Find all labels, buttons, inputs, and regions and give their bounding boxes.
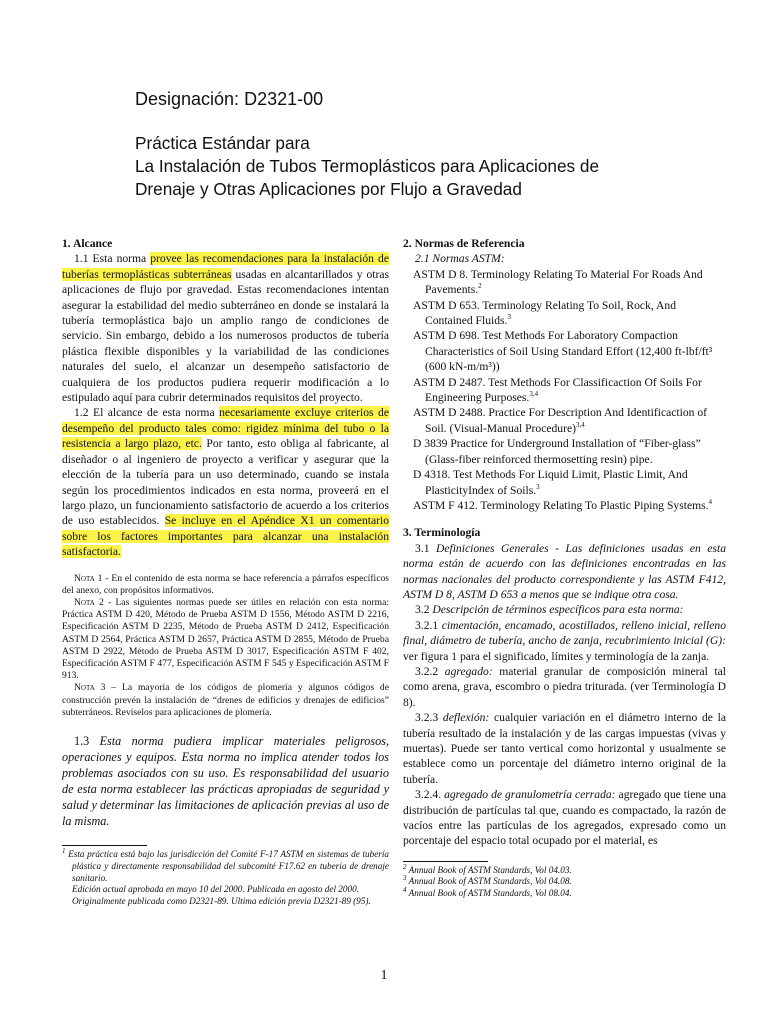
reference-item bbox=[403, 405, 726, 436]
note-label: Nota bbox=[74, 572, 95, 584]
sup: 3,4 bbox=[529, 390, 539, 399]
reference-item bbox=[403, 498, 726, 513]
text: D 3839 Practice for Underground Installation of “Fiber-glass” (Glass-fiber reinforced thermosetting resin) pipe. bbox=[413, 437, 701, 466]
subsection-2-1: 2.1 Normas ASTM: bbox=[415, 252, 505, 266]
paragraph-1-3 bbox=[62, 733, 389, 829]
num: 3.2.4. bbox=[415, 788, 445, 802]
right-column bbox=[403, 236, 726, 900]
section-1-title: 1. Alcance bbox=[62, 237, 113, 250]
note-label: Nota bbox=[74, 596, 95, 608]
reference-item bbox=[403, 298, 726, 329]
paragraph-1-1 bbox=[62, 251, 389, 405]
footnote-mark: 4 bbox=[403, 885, 407, 894]
footnote-rule bbox=[62, 845, 147, 846]
text: D 4318. Test Methods For Liquid Limit, Plastic Limit, And PlasticityIndex of Soils. bbox=[413, 468, 688, 497]
text: Annual Book of ASTM Standards, Vol 04.08. bbox=[406, 876, 572, 887]
title-line-2: La Instalación de Tubos Termoplásticos para Aplicaciones de bbox=[135, 156, 600, 176]
footnote-3 bbox=[403, 876, 726, 888]
title-line-1: Práctica Estándar para bbox=[135, 133, 310, 153]
num: 3.2.3 bbox=[415, 711, 443, 725]
paragraph-3-1 bbox=[403, 541, 726, 603]
text: cualquier variación en el diámetro interno de la tubería resultado de la instalación y de las cargas impuestas (vivas y muertas). Puede ser tanto vertical como horizontal y usualmente se establece como un porcentaje del diámetro interno original de la tubería. bbox=[403, 711, 726, 786]
reference-list bbox=[403, 267, 726, 514]
highlight: necesariamente excluye criterios de desempeño del producto tales como: rigidez mínima del tubo o la resistencia a largo plazo, etc. bbox=[62, 406, 389, 451]
sup: 3 bbox=[507, 313, 511, 322]
note-3 bbox=[62, 682, 389, 719]
num: 3.2 bbox=[415, 603, 433, 617]
text: ASTM D 2488. Practice For Description And Identificaction of Soil. (Visual-Manual Procedure) bbox=[413, 406, 707, 435]
text: Esta práctica está bajo las jurisdicción del Comité F-17 ASTM en sistemas de tubería plástica y directamente responsabilidad del subcomité F17.62 en tubería de drenaje sanitario. bbox=[65, 848, 389, 883]
text: ASTM F 412. Terminology Relating To Plastic Piping Systems. bbox=[413, 498, 709, 512]
footnote-1 bbox=[62, 846, 389, 908]
footnote-4 bbox=[403, 885, 726, 900]
num: 1.3 bbox=[74, 733, 100, 748]
text: ASTM D 2487. Test Methods For Classificaction Of Soils For Engineering Purposes. bbox=[413, 375, 702, 405]
sup: 3 bbox=[536, 482, 540, 491]
text: 1.1 Esta norma bbox=[74, 252, 151, 266]
text: ASTM D 8. Terminology Relating To Material For Roads And Pavements. bbox=[413, 267, 703, 297]
num: 3.1 bbox=[415, 541, 436, 555]
title-line-3: Drenaje y Otras Aplicaciones por Flujo a Gravedad bbox=[135, 179, 522, 199]
paragraph-3-2-3 bbox=[403, 710, 726, 787]
footnote-1-origin: Originalmente publicada como D2321-89. Ultima edición previa D2321-89 (95). bbox=[72, 896, 371, 907]
reference-item bbox=[403, 375, 726, 406]
section-3-title: 3. Terminología bbox=[403, 526, 481, 540]
num: 3.2.2 bbox=[415, 664, 445, 678]
reference-item bbox=[403, 436, 726, 467]
footnote-mark: 2 bbox=[403, 862, 407, 871]
text: ASTM D 653. Terminology Relating To Soil, Rock, And Contained Fluids. bbox=[413, 298, 676, 328]
paragraph-3-2-2 bbox=[403, 664, 726, 710]
text: Esta norma pudiera implicar materiales peligrosos, operaciones y equipos. Esta norma no implica atender todos los problemas asociados con su uso. Es responsabilidad del usuario de esta norma establecer las prácticas apropiadas de seguridad y salud y determinar las limitaciones de aplicación previas al uso de la misma. bbox=[62, 733, 389, 828]
highlight: Se incluye en el Apéndice X1 un comentario sobre los factores importantes para alcanzar una instalación satisfactoria. bbox=[62, 514, 390, 559]
note-label: Nota bbox=[74, 682, 95, 694]
reference-item bbox=[403, 467, 726, 498]
note-2 bbox=[62, 597, 389, 682]
page-number: 1 bbox=[380, 968, 388, 983]
text: Annual Book of ASTM Standards, Vol 04.03. bbox=[406, 864, 572, 875]
num: 3.2.1 bbox=[415, 618, 442, 632]
highlight: provee las recomendaciones para la instalación de tuberías termoplásticas subterráneas bbox=[62, 252, 389, 281]
term: agregado de granulometría cerrada: bbox=[444, 788, 616, 802]
footnote-rule bbox=[403, 861, 488, 862]
text: Por tanto, esto obliga al fabricante, al diseñador o al ingeniero de proyecto a verificar y asegurar que la elección de la tubería para un uso determinado, cuando se instala según los procedimientos indicados en esta norma, proveerá en el largo plazo, un funcionamiento satisfactorio de acuerdo a los criterios de uso establecidos. bbox=[62, 437, 389, 528]
paragraph-3-2-4 bbox=[403, 787, 726, 849]
note-text: 2 - Las siguientes normas puede ser útiles en relación con esta norma: Práctica ASTM D 420, Método de Prueba ASTM D 1556, Método ASTM D 2216, Especificación ASTM D 2235, Método de Prueba ASTM D 2412, Especificación ASTM D 2564, Práctica ASTM D 2657, Práctica ASTM D 2855, Método de Prueba ASTM D 2922, Método de Prueba ASTM D 3017, Especificación ASTM F 402, Especificación ASTM F 477, Especificación ASTM F 545 y Especificación ASTM F 913. bbox=[62, 596, 389, 682]
sup: 2 bbox=[478, 282, 482, 291]
footnote-mark: 3 bbox=[403, 874, 407, 883]
text: ver figura 1 para el significado, límites y terminología de la zanja. bbox=[403, 649, 710, 663]
note-text: 3 – La mayoría de los códigos de plomería y algunos códigos de construcción prevén la instalación de “drenes de edificios y drenajes de edificios” subterráneos. Revíselos para aplicaciones de plomería. bbox=[62, 682, 389, 718]
text: usadas en alcantarillados y otras aplicaciones de flujo por gravedad. Estas recomendaciones intentan asegurar la estabilidad del medio subterráneo en donde se instalará la tubería termoplástica bajo un amplio rango de condiciones de servicio. Sin embargo, debido a los numerosos productos de tubería plástica flexible disponibles y la variabilidad de las condiciones naturales del suelo, el alcanzar un desempeño satisfactorio de cualquiera de los productos pudiera requerir modificación a lo estipulado aquí para cubrir determinados requisitos del proyecto. bbox=[62, 267, 389, 405]
sup: 3,4 bbox=[575, 421, 585, 430]
spacer bbox=[403, 513, 726, 525]
term: deflexión: bbox=[442, 711, 490, 725]
section-2-title: 2. Normas de Referencia bbox=[403, 237, 525, 250]
term: agregado: bbox=[444, 664, 493, 678]
footnotes-right bbox=[403, 862, 726, 900]
left-column bbox=[62, 236, 389, 908]
footnote-1-text bbox=[62, 846, 389, 884]
footnote-mark: 1 bbox=[62, 846, 66, 855]
paragraph-3-2-1 bbox=[403, 618, 726, 664]
paragraph-3-2 bbox=[403, 602, 726, 617]
text: agregado que tiene una distribución de partículas tal que, cuando es compactado, la razón de vacíos entre las partículas de los agregados, expresado como un porcentaje del espacio total ocupado por el material, es bbox=[403, 788, 727, 848]
text: ASTM D 698. Test Methods For Laboratory Compaction Characteristics of Soil Using Standard Effort (12,400 ft-lbf/ft³ (600 kN-m/m³)) bbox=[413, 329, 713, 374]
paragraph-1-2 bbox=[62, 405, 389, 559]
footnote-1-edition: Edición actual aprobada en mayo 10 del 2000. Publicada en agosto del 2000. bbox=[72, 884, 359, 895]
sup: 4 bbox=[708, 498, 713, 507]
note-1 bbox=[62, 573, 389, 597]
text: material granular de composición mineral tal como arena, grava, escombro o piedra triturada. (ver Terminología D 8). bbox=[403, 664, 726, 709]
notes bbox=[62, 573, 389, 719]
text: Annual Book of ASTM Standards, Vol 08.04. bbox=[406, 888, 572, 899]
text: Definiciones Generales - Las definiciones usadas en esta norma están de acuerdo con las definiciones encontradas en las normas nacionales del producto correspondiente y las ASTM F412, ASTM D 8, ASTM D 653 a menos que se indique otra cosa. bbox=[403, 541, 726, 601]
note-text: 1 - En el contenido de esta norma se hace referencia a párrafos específicos del anexo, con propósitos informativos. bbox=[62, 572, 389, 596]
text: 1.2 El alcance de esta norma bbox=[74, 406, 220, 420]
reference-item bbox=[403, 328, 726, 374]
term: cimentación, encamado, acostillados, relleno inicial, relleno final, diámetro de tubería, ancho de zanja, recubrimiento inicial (G): bbox=[403, 618, 726, 648]
document-header bbox=[135, 88, 735, 201]
designation: Designación: D2321-00 bbox=[135, 89, 324, 109]
reference-item bbox=[403, 267, 726, 298]
footnote-2 bbox=[403, 862, 726, 877]
text: Descripción de términos específicos para esta norma: bbox=[432, 603, 684, 617]
